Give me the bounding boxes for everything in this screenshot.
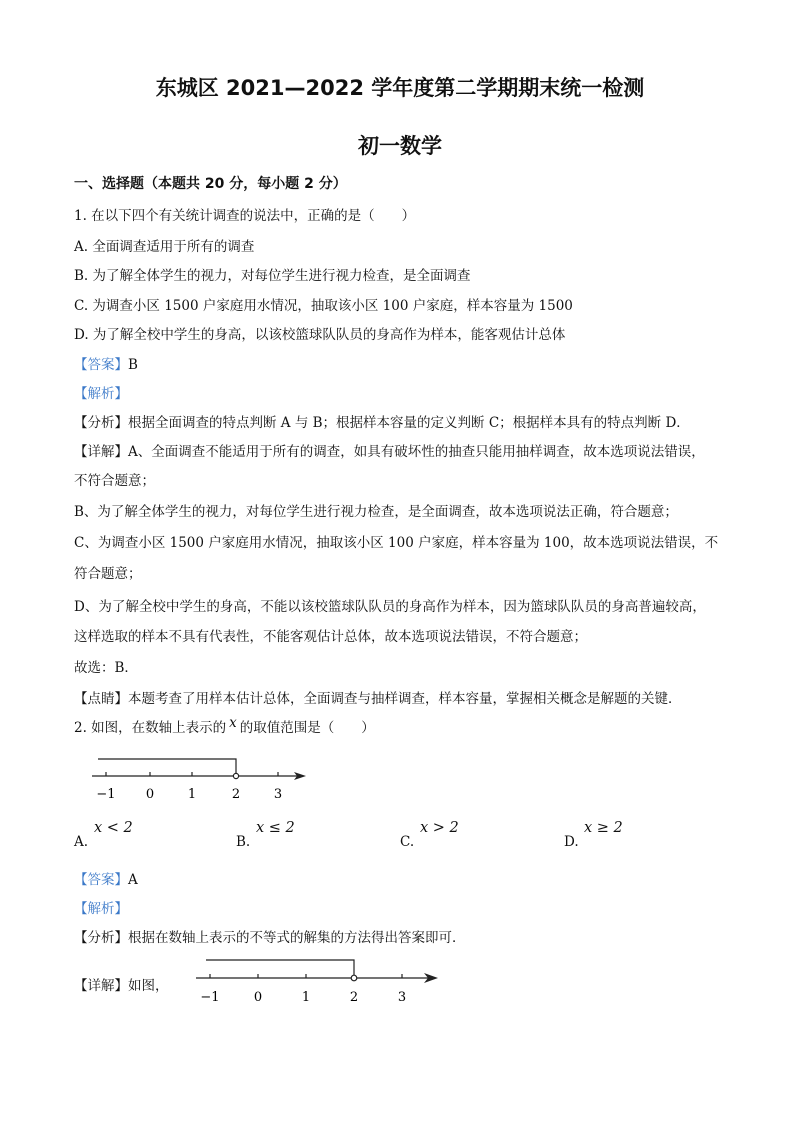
tick-label: 3 [273, 787, 283, 802]
q2-stem [74, 715, 734, 737]
answer-value: A [128, 872, 138, 888]
q1-detail-line: 不符合题意； [74, 473, 155, 489]
q1-detail-line: D、为了解全校中学生的身高，不能以该校篮球队队员的身高作为样本，因为篮球队队员的身高普遍较高， [74, 599, 706, 615]
tick-label: −1 [200, 990, 220, 1005]
answer-tag: 【答案】 [74, 872, 128, 888]
q1-option-a: A. 全面调查适用于所有的调查 [74, 239, 255, 255]
q1-dianjing [74, 690, 734, 708]
q2-answer [74, 871, 734, 889]
solution-bracket [98, 759, 236, 773]
q1-detail-line: B、为了解全体学生的视力，对每位学生进行视力检查，是全面调查，故本选项说法正确，符合题意； [74, 504, 678, 520]
option-label: A. [74, 834, 89, 850]
option-label: C. [400, 834, 415, 850]
q1-analysis [74, 385, 734, 403]
tick-label: 2 [349, 990, 359, 1005]
dianjing-text: 本题考查了用样本估计总体，全面调查与抽样调查，样本容量，掌握相关概念是解题的关键． [128, 691, 682, 707]
dianjing-tag: 【点睛】 [74, 691, 128, 707]
detail-tag: 【详解】 [74, 444, 128, 460]
q1-option-c: C. 为调查小区 1500 户家庭用水情况，抽取该小区 100 户家庭，样本容量为 1500 [74, 298, 573, 314]
tick-label: 1 [301, 990, 311, 1005]
analysis-tag: 【解析】 [74, 901, 128, 917]
q1-answer [74, 356, 734, 374]
q1-fenxi [74, 414, 734, 432]
q1-detail-line: 这样选取的样本不具有代表性，不能客观估计总体，故本选项说法错误，不符合题意； [74, 629, 587, 645]
q1-stem: 1. 在以下四个有关统计调查的说法中，正确的是（ ） [74, 208, 416, 224]
tick-label: −1 [96, 787, 116, 802]
option-expr: x < 2 [94, 820, 133, 836]
answer-tag: 【答案】 [74, 357, 128, 373]
fenxi-text: 根据在数轴上表示的不等式的解集的方法得出答案即可． [128, 930, 466, 946]
open-circle-icon [233, 773, 238, 778]
exam-subtitle: 初一数学 [358, 134, 442, 158]
q2-fenxi [74, 929, 734, 947]
option-expr: x > 2 [420, 820, 459, 836]
detail-text: 如图， [128, 978, 169, 994]
q1-option-b: B. 为了解全体学生的视力，对每位学生进行视力检查，是全面调查 [74, 268, 471, 284]
q1-detail-line: 符合题意； [74, 566, 142, 582]
tick-label: 2 [231, 787, 241, 802]
q2-analysis [74, 900, 734, 918]
option-label: D. [564, 834, 579, 850]
section-heading: 一、选择题（本题共 20 分，每小题 2 分） [74, 176, 347, 192]
answer-value: B [128, 357, 138, 373]
tick-label: 0 [253, 990, 263, 1005]
detail-tag: 【详解】 [74, 978, 128, 994]
option-expr: x ≥ 2 [584, 820, 623, 836]
fenxi-tag: 【分析】 [74, 415, 128, 431]
open-circle-icon [351, 975, 357, 981]
solution-bracket [206, 960, 354, 976]
q1-detail-line [74, 443, 734, 461]
detail-text: A、全面调查不能适用于所有的调查，如具有破坏性的抽查只能用抽样调查，故本选项说法错误， [128, 444, 705, 460]
q1-detail-line: C、为调查小区 1500 户家庭用水情况，抽取该小区 100 户家庭，样本容量为 100，故本选项说法错误，不 [74, 535, 719, 551]
q1-option-d: D. 为了解全校中学生的身高，以该校篮球队队员的身高作为样本，能客观估计总体 [74, 327, 566, 343]
q2-stem-pre: 2. 如图，在数轴上表示的 [74, 720, 227, 736]
tick-label: 3 [397, 990, 407, 1005]
number-line-figure-detail [192, 956, 444, 1006]
analysis-tag: 【解析】 [74, 386, 128, 402]
option-expr: x ≤ 2 [256, 820, 295, 836]
number-line-figure [90, 756, 320, 804]
fenxi-tag: 【分析】 [74, 930, 128, 946]
tick-label: 1 [187, 787, 197, 802]
q2-stem-var: x [229, 715, 237, 731]
q2-stem-post: 的取值范围是（ ） [239, 720, 375, 736]
tick-label: 0 [145, 787, 155, 802]
q1-conclusion: 故选：B． [74, 660, 138, 676]
exam-title: 东城区 2021—2022 学年度第二学期期末统一检测 [155, 76, 645, 100]
option-label: B. [236, 834, 251, 850]
fenxi-text: 根据全面调查的特点判断 A 与 B；根据样本容量的定义判断 C；根据样本具有的特点判断 D． [128, 415, 690, 431]
